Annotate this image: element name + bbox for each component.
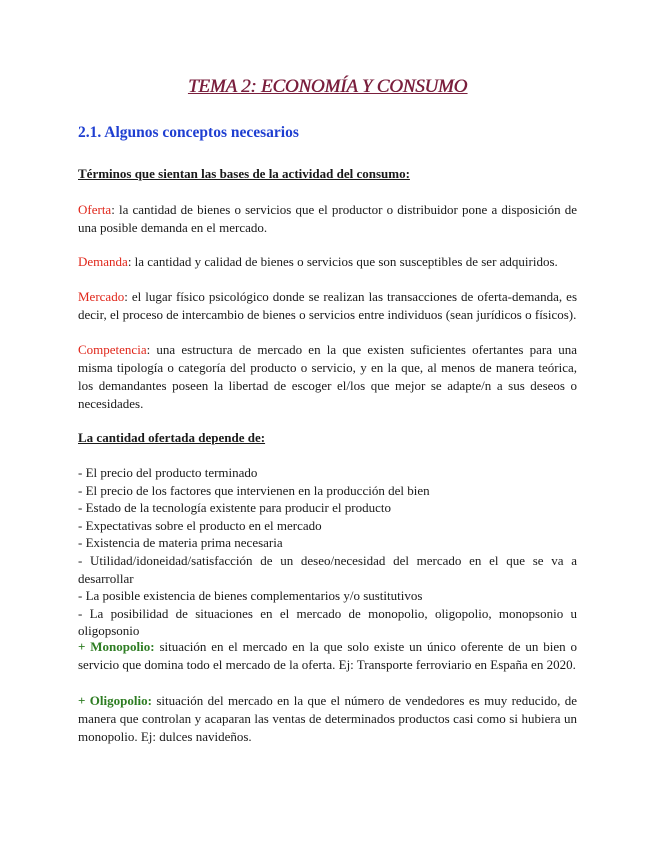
definition-term: Mercado	[78, 289, 125, 304]
definition-term: Demanda	[78, 254, 128, 269]
definition-demanda	[78, 253, 577, 271]
market-type-monopolio	[78, 638, 577, 674]
definition-competencia	[78, 341, 577, 413]
page-title: TEMA 2: ECONOMÍA Y CONSUMO	[187, 76, 468, 97]
list-item: - Existencia de materia prima necesaria	[78, 535, 283, 551]
subheading-terms: Términos que sientan las bases de la actividad del consumo:	[78, 166, 410, 181]
subheading-supply: La cantidad ofertada depende de:	[78, 430, 266, 445]
definition-text: : la cantidad de bienes o servicios que el productor o distribuidor pone a disposición de una posible demanda en el mercado.	[78, 202, 577, 235]
list-item: - Utilidad/idoneidad/satisfacción de un deseo/necesidad del mercado en el que se va a desarrollar	[78, 552, 577, 586]
definition-oferta	[78, 201, 577, 237]
list-item: - La posibilidad de situaciones en el mercado de monopolio, oligopolio, monopsonio u oligopsonio	[78, 605, 577, 639]
market-type-term: + Monopolio:	[78, 639, 155, 654]
market-type-term: + Oligopolio:	[78, 693, 152, 708]
definition-text: : una estructura de mercado en la que existen suficientes ofertantes para una misma tipología o categoría del producto o servicio, y en la que, al menos de manera teórica, los demandantes poseen la libertad de escoger el/los que mejor se adapte/n a sus deseos o necesidades.	[78, 342, 577, 411]
list-item: - Estado de la tecnología existente para producir el producto	[78, 500, 391, 516]
definition-term: Oferta	[78, 202, 112, 217]
market-type-text: situación del mercado en la que el número de vendedores es muy reducido, de manera que controlan y acaparan las ventas de determinados productos casi como si hubiera un monopolio. Ej: dulces navideños.	[78, 693, 578, 744]
list-item: - Expectativas sobre el producto en el mercado	[78, 517, 322, 533]
list-item: - El precio del producto terminado	[78, 465, 258, 480]
definition-text: : la cantidad y calidad de bienes o servicios que son susceptibles de ser adquiridos.	[127, 254, 558, 269]
market-type-text: situación en el mercado en la que solo existe un único oferente de un bien o servicio que domina todo el mercado de la oferta. Ej: Transporte ferroviario en España en 2020.	[78, 639, 577, 672]
definition-term: Competencia	[78, 342, 147, 357]
list-item: - La posible existencia de bienes complementarios y/o sustitutivos	[78, 588, 423, 604]
section-heading: 2.1. Algunos conceptos necesarios	[78, 124, 299, 141]
definition-mercado	[78, 288, 577, 324]
market-type-oligopolio	[78, 692, 577, 746]
definition-text: : el lugar físico psicológico donde se realizan las transacciones de oferta-demanda, es decir, el proceso de intercambio de bienes o servicios entre individuos (sean jurídicos o físicos).	[78, 289, 577, 322]
list-item: - El precio de los factores que intervienen en la producción del bien	[78, 482, 430, 498]
supply-factors-list	[78, 464, 577, 640]
